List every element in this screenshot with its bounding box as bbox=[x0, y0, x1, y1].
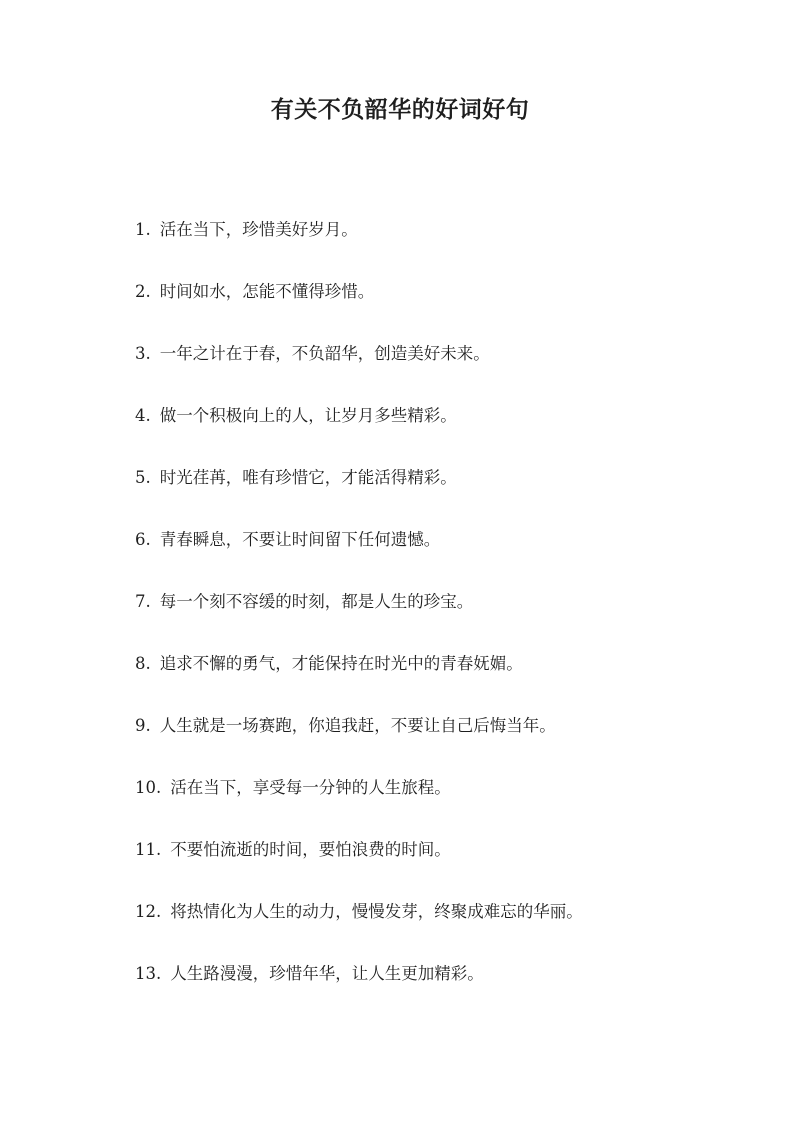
item-number: 4. bbox=[135, 406, 151, 425]
list-item bbox=[135, 774, 755, 836]
list-item bbox=[135, 898, 755, 960]
item-number: 6. bbox=[135, 530, 151, 549]
item-number: 13. bbox=[135, 964, 162, 983]
list-item bbox=[135, 588, 755, 650]
item-text: 人生就是一场赛跑，你追我赶，不要让自己后悔当年。 bbox=[159, 716, 556, 735]
item-text: 人生路漫漫，珍惜年华，让人生更加精彩。 bbox=[170, 964, 484, 983]
list-item bbox=[135, 650, 755, 712]
list-item bbox=[135, 216, 755, 278]
item-number: 8. bbox=[135, 654, 151, 673]
item-number: 7. bbox=[135, 592, 151, 611]
item-number: 3. bbox=[135, 344, 151, 363]
list-item bbox=[135, 712, 755, 774]
item-text: 时光荏苒，唯有珍惜它，才能活得精彩。 bbox=[159, 468, 457, 487]
list-item bbox=[135, 526, 755, 588]
item-text: 追求不懈的勇气，才能保持在时光中的青春妩媚。 bbox=[159, 654, 523, 673]
item-text: 不要怕流逝的时间，要怕浪费的时间。 bbox=[170, 840, 451, 859]
item-text: 将热情化为人生的动力，慢慢发芽，终聚成难忘的华丽。 bbox=[170, 902, 583, 921]
item-text: 一年之计在于春，不负韶华，创造美好未来。 bbox=[159, 344, 490, 363]
item-number: 12. bbox=[135, 902, 162, 921]
list-item bbox=[135, 960, 755, 1022]
item-text: 时间如水，怎能不懂得珍惜。 bbox=[159, 282, 375, 301]
list-item bbox=[135, 836, 755, 898]
list-item bbox=[135, 464, 755, 526]
item-number: 9. bbox=[135, 716, 151, 735]
item-number: 2. bbox=[135, 282, 151, 301]
item-number: 10. bbox=[135, 778, 162, 797]
item-text: 青春瞬息，不要让时间留下任何遗憾。 bbox=[159, 530, 441, 549]
item-number: 5. bbox=[135, 468, 151, 487]
document-title: 有关不负韶华的好词好句 bbox=[270, 96, 530, 123]
list-item bbox=[135, 402, 755, 464]
item-number: 1. bbox=[135, 220, 151, 239]
item-text: 活在当下，珍惜美好岁月。 bbox=[159, 220, 358, 239]
phrase-list bbox=[135, 216, 755, 1022]
list-item bbox=[135, 340, 755, 402]
item-text: 每一个刻不容缓的时刻，都是人生的珍宝。 bbox=[159, 592, 474, 611]
item-text: 活在当下，享受每一分钟的人生旅程。 bbox=[170, 778, 451, 797]
list-item bbox=[135, 278, 755, 340]
item-text: 做一个积极向上的人，让岁月多些精彩。 bbox=[159, 406, 457, 425]
item-number: 11. bbox=[135, 840, 162, 859]
